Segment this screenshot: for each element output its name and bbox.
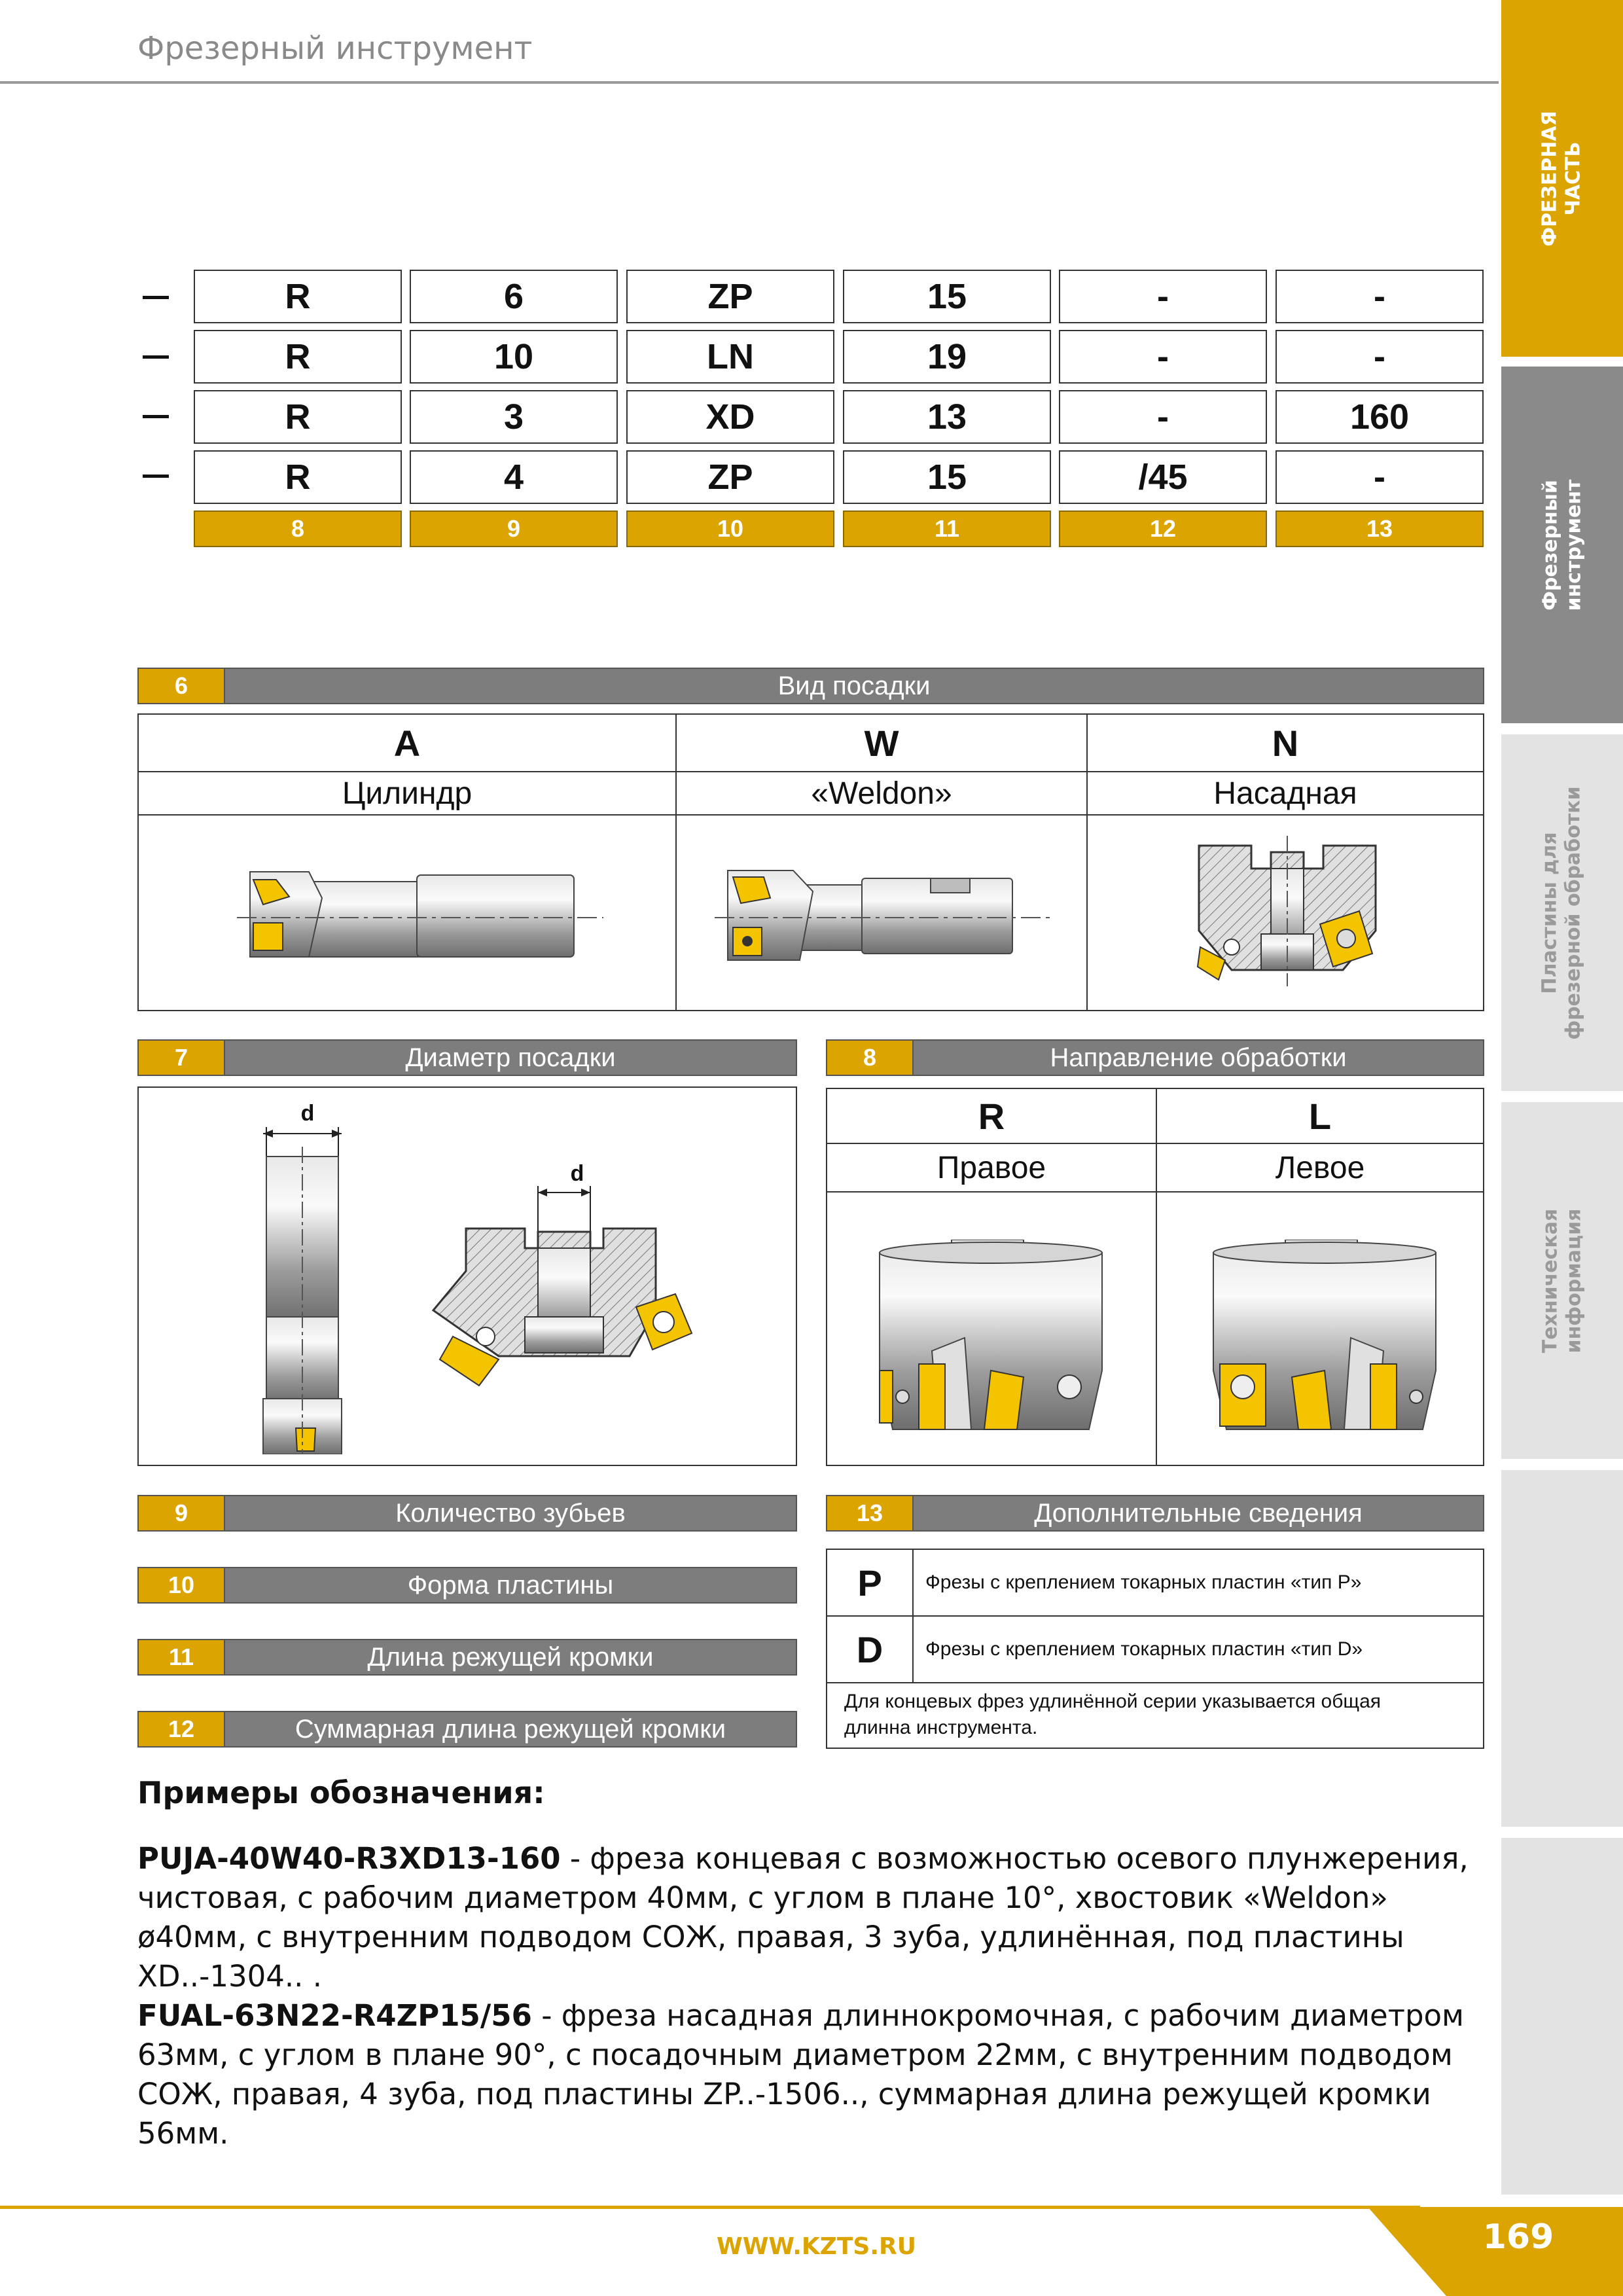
code-cell: ZP xyxy=(626,270,834,323)
mount-type-table xyxy=(137,713,1484,1011)
section-number: 10 xyxy=(139,1568,225,1602)
side-tab-label: информация xyxy=(1562,1208,1586,1353)
running-header: Фрезерный инструмент xyxy=(137,30,533,67)
position-number: 9 xyxy=(410,511,618,547)
mount-diameter-box xyxy=(137,1086,797,1466)
position-number: 12 xyxy=(1059,511,1267,547)
code-cell: R xyxy=(194,390,402,444)
side-tab-label: ЧАСТЬ xyxy=(1562,141,1586,215)
mount-code-n: N xyxy=(1272,722,1299,764)
code-cell: 13 xyxy=(843,390,1051,444)
side-tab-label: фрезерной обработки xyxy=(1562,785,1585,1040)
side-tab-blank xyxy=(1501,1838,1623,2195)
code-cell: R xyxy=(194,450,402,504)
code-cell: - xyxy=(1059,270,1267,323)
example-description: - фреза концевая с возможностью осевого плунжерения, чистовая, с рабочим диаметром 40мм, с углом в плане 10°, хвостовик «Weldon» ø40мм, с внутренним подводом СОЖ, правая, 3 зуба, удлинённая, под пластины XD..-1304.. . xyxy=(137,1841,1469,1994)
row-dash xyxy=(143,475,169,478)
section-title: Направление обработки xyxy=(914,1041,1483,1075)
code-cell: 19 xyxy=(843,330,1051,384)
code-cell: - xyxy=(1275,330,1484,384)
direction-code-l: L xyxy=(1308,1095,1332,1137)
code-cell: 10 xyxy=(410,330,618,384)
dimension-label-d: d xyxy=(570,1161,584,1186)
mount-code-a: A xyxy=(393,722,421,764)
info-text-p: Фрезы с креплением токарных пластин «тип P» xyxy=(925,1571,1362,1593)
code-cell: - xyxy=(1059,390,1267,444)
code-cell: 15 xyxy=(843,450,1051,504)
example-code: PUJA-40W40-R3XD13-160 xyxy=(137,1841,561,1876)
section-bar-machining-direction xyxy=(826,1039,1484,1076)
code-cell: LN xyxy=(626,330,834,384)
machining-direction-table xyxy=(826,1088,1484,1466)
side-tab-label: ФРЕЗЕРНАЯ xyxy=(1539,110,1562,247)
section-number: 7 xyxy=(139,1041,225,1075)
section-title: Вид посадки xyxy=(225,669,1483,703)
section-bar-mount-type xyxy=(137,668,1484,704)
shell-mill-illustration xyxy=(1192,833,1382,990)
direction-code-r: R xyxy=(978,1095,1005,1137)
section-bar-mount-diameter xyxy=(137,1039,797,1076)
side-tab-milling-part[interactable] xyxy=(1501,0,1623,357)
mount-name-cylinder: Цилиндр xyxy=(342,776,473,811)
code-cell: R xyxy=(194,270,402,323)
code-cell: ZP xyxy=(626,450,834,504)
section-number: 8 xyxy=(827,1041,914,1075)
section-title: Длина режущей кромки xyxy=(225,1640,796,1674)
dimension-label-d: d xyxy=(300,1101,315,1126)
side-tab-technical-info[interactable] xyxy=(1501,1102,1623,1459)
code-cell: 6 xyxy=(410,270,618,323)
position-number: 11 xyxy=(843,511,1051,547)
direction-name-left: Левое xyxy=(1275,1150,1365,1185)
code-cell: XD xyxy=(626,390,834,444)
side-tab-label: Техническая xyxy=(1539,1208,1562,1353)
direction-name-right: Правое xyxy=(936,1150,1046,1185)
examples-heading: Примеры обозначения: xyxy=(137,1775,545,1810)
row-dash xyxy=(143,415,169,418)
section-number: 9 xyxy=(139,1496,225,1530)
right-hand-mill-illustration xyxy=(873,1240,1109,1443)
position-number: 8 xyxy=(194,511,402,547)
weldon-shank-mill-illustration xyxy=(715,846,1055,977)
website-link[interactable]: WWW.KZTS.RU xyxy=(717,2233,916,2260)
info-code-p: P xyxy=(857,1562,882,1604)
section-bar-total-edge-length xyxy=(137,1711,797,1748)
additional-info-table xyxy=(826,1549,1484,1749)
page-number: 169 xyxy=(1482,2217,1554,2257)
section-bar-teeth-count xyxy=(137,1495,797,1532)
code-cell: - xyxy=(1275,450,1484,504)
row-dash xyxy=(143,355,169,359)
section-title: Суммарная длина режущей кромки xyxy=(225,1712,796,1746)
example-description: - фреза насадная длиннокромочная, с рабочим диаметром 63мм, с углом в плане 90°, с посадочным диаметром 22мм, с внутренним подводом СОЖ, правая, 4 зуба, под пластины ZP..-1506.., суммарная длина режущей кромки 56мм. xyxy=(137,1998,1464,2151)
side-tab-label: Пластины для xyxy=(1539,831,1561,994)
code-cell: 3 xyxy=(410,390,618,444)
code-cell: 15 xyxy=(843,270,1051,323)
row-dash xyxy=(143,296,169,299)
section-title: Количество зубьев xyxy=(225,1496,796,1530)
section-title: Дополнительные сведения xyxy=(914,1496,1483,1530)
position-number: 13 xyxy=(1275,511,1484,547)
mount-code-w: W xyxy=(864,722,899,764)
side-tab-label: инструмент xyxy=(1562,479,1585,611)
header-rule xyxy=(0,81,1499,84)
section-number: 12 xyxy=(139,1712,225,1746)
cylinder-shank-mill-illustration xyxy=(237,846,603,977)
info-text-d: Фрезы с креплением токарных пластин «тип D» xyxy=(925,1638,1363,1660)
position-number: 10 xyxy=(626,511,834,547)
code-cell: 160 xyxy=(1275,390,1484,444)
side-tab-label: Фрезерный xyxy=(1539,479,1561,611)
example-code: FUAL-63N22-R4ZP15/56 xyxy=(137,1998,532,2033)
left-hand-mill-illustration xyxy=(1207,1240,1442,1443)
section-number: 11 xyxy=(139,1640,225,1674)
section-number: 13 xyxy=(827,1496,914,1530)
side-tab-blank xyxy=(1501,1470,1623,1827)
info-note: Для концевых фрез удлинённой серии указывается общая длинна инструмента. xyxy=(844,1691,1382,1738)
shell-mill-dimension-drawing xyxy=(427,1160,702,1395)
section-number: 6 xyxy=(139,669,225,703)
code-cell: R xyxy=(194,330,402,384)
side-tab-milling-tools[interactable] xyxy=(1501,367,1623,723)
section-title: Диаметр посадки xyxy=(225,1041,796,1075)
code-cell: - xyxy=(1275,270,1484,323)
info-code-d: D xyxy=(856,1628,883,1670)
section-bar-additional-info xyxy=(826,1495,1484,1532)
examples-body xyxy=(137,1839,1479,2153)
footer-rule xyxy=(0,2206,1420,2209)
side-tab-milling-inserts[interactable] xyxy=(1501,734,1623,1091)
code-cell: /45 xyxy=(1059,450,1267,504)
code-cell: - xyxy=(1059,330,1267,384)
mount-name-shell: Насадная xyxy=(1213,776,1357,811)
mount-name-weldon: «Weldon» xyxy=(811,776,952,811)
end-mill-dimension-drawing xyxy=(237,1101,368,1454)
section-title: Форма пластины xyxy=(225,1568,796,1602)
section-bar-cutting-edge-length xyxy=(137,1639,797,1676)
section-bar-insert-shape xyxy=(137,1567,797,1604)
code-cell: 4 xyxy=(410,450,618,504)
